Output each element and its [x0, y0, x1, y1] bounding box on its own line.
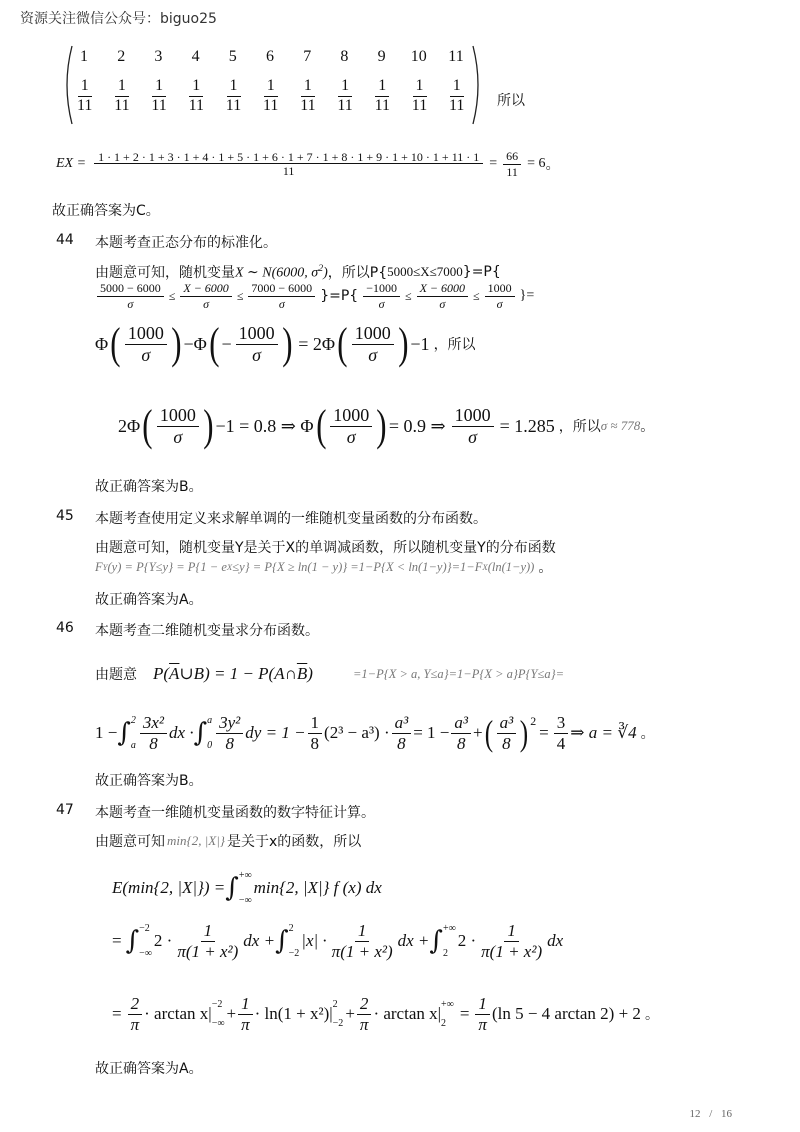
- ex-end: 。: [545, 157, 560, 174]
- q46-frac5: [451, 714, 471, 753]
- q44-le2: ≤: [236, 288, 244, 303]
- q47-ev3: [441, 999, 454, 1029]
- page-total: 16: [721, 1108, 732, 1120]
- phi-m1: −1: [410, 333, 430, 354]
- matrix-probability: [109, 78, 133, 115]
- ex-formula: [56, 150, 560, 178]
- matrix-probability: [258, 78, 282, 115]
- q46-pow: (2³ − a³) ·: [324, 723, 390, 743]
- ex-lhs: EX =: [56, 156, 87, 172]
- prob-num: 1: [413, 78, 427, 97]
- ex-fraction: [94, 151, 483, 178]
- solve-frac-3-den: σ: [468, 426, 478, 447]
- solve-frac-2-num: 1000: [330, 406, 372, 427]
- q47-e2-f1n: 1: [201, 922, 216, 942]
- paren-open-3: (: [337, 319, 348, 368]
- q47-e1lo: −∞: [238, 895, 252, 906]
- q46-abar: $\overline{A}$: [169, 664, 180, 683]
- q46-f4d: 8: [397, 733, 406, 753]
- q46-f2n: 3y²: [216, 714, 243, 734]
- q47-e3a: =: [112, 1004, 122, 1024]
- q46-line2: [95, 714, 655, 753]
- q47-e3-frac4: [475, 995, 490, 1034]
- q46-prob: [153, 664, 313, 684]
- matrix-value: 10: [410, 48, 427, 65]
- ex-66-fraction: [503, 150, 521, 178]
- q46-f3d: 8: [310, 733, 320, 753]
- solve-2phi: 2Φ: [118, 415, 141, 436]
- q46-lead2: 1 −: [95, 723, 118, 743]
- solve-frac-2: [330, 406, 372, 447]
- q44-f2d: σ: [203, 296, 210, 311]
- q45-line1: 由题意可知，随机变量Y是关于X的单调减函数，所以随机变量Y的分布函数: [95, 540, 556, 556]
- q47-e2-frac3: [478, 922, 545, 961]
- q44-f5d: σ: [439, 296, 446, 311]
- q44-f6d: σ: [496, 296, 503, 311]
- ex-numerator: 1 · 1 + 2 · 1 + 3 · 1 + 4 · 1 + 5 · 1 + 6 · 1 + 7 · 1 + 8 · 1 + 9 · 1 + 10 · 1 + 11 · 1: [94, 151, 483, 165]
- phi-frac-1-den: σ: [141, 344, 151, 365]
- q47-e2-frac1: [174, 922, 241, 961]
- solve-r3: = 1.285: [499, 415, 555, 436]
- q47-eq3: [112, 995, 659, 1034]
- q44-f3n: 7000 − 6000: [248, 282, 315, 297]
- q46-lead: 由题意: [95, 667, 137, 683]
- matrix-probability: [370, 78, 394, 115]
- paren-open-1: (: [110, 319, 121, 368]
- q47-dot: 。: [644, 1007, 659, 1024]
- prob-den: 11: [449, 96, 465, 114]
- q46-f1n: 3x²: [140, 714, 167, 734]
- prob-num: 1: [189, 78, 203, 97]
- q47-e1a: E(min{2, |X|}) =: [112, 878, 226, 897]
- q44-f2n: X − 6000: [180, 282, 231, 297]
- paren-close-2: ): [281, 319, 293, 368]
- q47-e3-f4d: π: [478, 1014, 487, 1034]
- q47-e2hi2: 2: [288, 923, 294, 935]
- prob-den: 11: [300, 96, 316, 114]
- q47-e2-f1d: π(1 + x²): [177, 941, 239, 961]
- prob-den: 11: [374, 96, 390, 114]
- q46-cup: ∪B) = 1 − P(A∩: [179, 664, 297, 683]
- q47-e1-int: ∫: [225, 873, 239, 903]
- q47-ev3lo: 2: [441, 1018, 447, 1030]
- q46-int2-hi: a: [207, 715, 213, 727]
- q46-p1: P(: [153, 664, 170, 683]
- q45-tail-sub: X: [482, 562, 488, 572]
- q47-e2lo2: −2: [288, 948, 300, 960]
- phi-frac-1-num: 1000: [125, 324, 167, 345]
- answer-b-44: 故正确答案为B。: [95, 479, 203, 495]
- q46-int1-limits: [131, 715, 136, 751]
- matrix-value: 9: [377, 48, 386, 65]
- q47-final: (ln 5 − 4 arctan 2) + 2: [491, 1004, 641, 1024]
- matrix-value: 3: [154, 48, 163, 65]
- prob-num: 1: [338, 78, 352, 97]
- matrix-probability: [221, 78, 245, 115]
- q46-int1: ∫: [117, 718, 131, 749]
- q46-frac2: [216, 714, 243, 753]
- q47-e2-frac2: [329, 922, 396, 961]
- q47-e2-lim3: [443, 923, 456, 959]
- q47-e3-frac3: [357, 995, 372, 1034]
- q47-ev1: [212, 999, 225, 1029]
- ex-result: = 6: [527, 156, 546, 172]
- ex-66-den: 11: [506, 164, 518, 179]
- solve-frac-1: [157, 406, 199, 447]
- q46-int2-lo: 0: [207, 740, 213, 752]
- q44-f5n: X − 6000: [417, 282, 468, 297]
- q47-e2hi3: +∞: [442, 923, 456, 935]
- q47-e2-int3: ∫: [429, 926, 443, 957]
- solve-frac-1-num: 1000: [157, 406, 199, 427]
- q47-ev3hi: +∞: [441, 999, 454, 1011]
- q45-number: 45: [56, 508, 74, 524]
- solve-suo: ，所以: [558, 419, 601, 435]
- prob-num: 1: [115, 78, 129, 97]
- q44-title: 本题考查正态分布的标准化。: [95, 235, 277, 251]
- q46-frac7: [554, 714, 569, 753]
- q47-absx: |x| ·: [301, 931, 327, 951]
- prob-den: 11: [188, 96, 204, 114]
- q46-close: ): [307, 664, 313, 683]
- phi-frac-3: [352, 324, 394, 365]
- q47-number: 47: [56, 802, 74, 818]
- q46-frac6: [497, 714, 517, 753]
- q46-int2: ∫: [193, 718, 208, 749]
- q46-sq: 2: [530, 713, 537, 728]
- phi-frac-2-den: σ: [252, 344, 262, 365]
- q46-f4n: a³: [392, 714, 412, 734]
- q47-e1hi: +∞: [238, 870, 252, 881]
- q44-frac4: [363, 282, 400, 310]
- q44-frac5: [417, 282, 468, 310]
- q47-ev2hi: 2: [332, 999, 338, 1011]
- q44-l1a: 由题意可知，随机变量: [95, 265, 235, 281]
- prob-den: 11: [225, 96, 242, 114]
- q44-dist: [235, 263, 328, 282]
- q47-eq1: [112, 870, 382, 906]
- q47-eq2: [112, 922, 563, 961]
- q44-l1e: ，所以P{: [327, 265, 388, 281]
- q44-line2: [95, 282, 534, 310]
- q47-e2-f2d: π(1 + x²): [331, 941, 393, 961]
- matrix-value: 1: [80, 48, 88, 65]
- q47-e2-f2n: 1: [355, 922, 370, 942]
- q45-dot: 。: [538, 560, 553, 576]
- page-indicator: [689, 1108, 732, 1120]
- q47-e2b2: 2 ·: [457, 931, 477, 951]
- q46-int1-lo: a: [130, 740, 136, 752]
- q44-number: 44: [56, 232, 74, 248]
- q47-e2-dx1: dx +: [243, 931, 276, 951]
- solve-r2: = 0.9 ⇒: [388, 415, 446, 436]
- q45-rest2: ≤y} = P{X ≥ ln(1 − y)}: [232, 559, 348, 574]
- q45-rest: (y) = P{Y≤y} = P{1 − e: [107, 559, 227, 574]
- q47-e1-limits: [239, 870, 252, 906]
- q47-e2-lim1: [139, 923, 152, 959]
- q44-phi-line: [95, 319, 476, 368]
- q46-title: 本题考查二维随机变量求分布函数。: [95, 623, 319, 639]
- q46-m2: = 1 −: [413, 723, 450, 743]
- prob-num: 1: [264, 78, 278, 97]
- matrix-probability: [72, 78, 96, 115]
- q46-f3n: 1: [308, 714, 323, 734]
- q47-e3-frac1: [128, 995, 143, 1034]
- paren-close-5: ): [376, 401, 387, 450]
- phi-minus: −: [183, 333, 194, 354]
- q46-frac4: [392, 714, 412, 753]
- phi-frac-2: [236, 324, 278, 365]
- q45-exp: X: [226, 562, 233, 572]
- q44-dist-close: ): [323, 265, 328, 281]
- header-watermark: 资源关注微信公众号：biguo25: [20, 11, 217, 27]
- q47-e2-f3n: 1: [504, 922, 519, 942]
- q47-e2lo3: 2: [442, 948, 448, 960]
- q47-ev1hi: −2: [211, 999, 223, 1011]
- q46-dy: dy = 1 −: [245, 723, 306, 743]
- paren-open-2: (: [209, 319, 220, 368]
- q47-e3-f3n: 2: [357, 995, 372, 1015]
- q45-formula: [95, 557, 552, 577]
- q47-e3-f2d: π: [241, 1014, 250, 1034]
- answer-c: 故正确答案为C。: [52, 203, 160, 219]
- prob-den: 11: [77, 96, 93, 114]
- q46-impl: ⇒ a = ∛4: [570, 723, 637, 743]
- phi-2: Φ: [193, 333, 207, 354]
- q44-f4d: σ: [378, 296, 385, 311]
- matrix-probability: [407, 78, 431, 115]
- solve-frac-3: [452, 406, 494, 447]
- q46-f2d: 8: [225, 733, 234, 753]
- q44-f1d: σ: [127, 296, 134, 311]
- q46-plus: +: [473, 723, 483, 743]
- q46-f1d: 8: [149, 733, 158, 753]
- q46-eq3: =: [539, 723, 549, 743]
- prob-num: 1: [152, 78, 166, 97]
- q44-frac2: [180, 282, 231, 310]
- q46-frac1: [140, 714, 167, 753]
- distribution-matrix: [60, 40, 490, 130]
- q44-solve-line: [118, 401, 655, 450]
- q44-mid: }=P{: [320, 288, 359, 305]
- q47-l1a: 由题意可知: [95, 834, 165, 850]
- prob-num: 1: [375, 78, 389, 97]
- q47-e3-f3d: π: [359, 1014, 369, 1034]
- q47-e2-int1: ∫: [125, 926, 140, 957]
- prob-den: 11: [114, 96, 130, 114]
- q47-eq: =: [459, 1004, 470, 1024]
- q47-l1c: 是关于x的函数，所以: [227, 834, 362, 850]
- q45-tail2: (ln(1−y)): [487, 559, 535, 574]
- paren-close-3: ): [397, 319, 409, 368]
- phi-1: Φ: [95, 333, 109, 354]
- q46-int2-limits: [207, 715, 212, 751]
- q46-bbar: $\overline{B}$: [296, 664, 308, 683]
- q44-line1: [95, 262, 501, 282]
- q47-arctan2: · arctan x|: [373, 1004, 442, 1024]
- q44-frac6: [485, 282, 515, 310]
- q47-e2-lim2: [289, 923, 300, 959]
- prob-num: 1: [301, 78, 315, 97]
- paren-close-4: ): [203, 401, 214, 450]
- q46-f6d: 8: [502, 733, 511, 753]
- matrix-value: 8: [340, 48, 349, 65]
- q47-e2-dx2: dx +: [397, 931, 430, 951]
- ex-66-num: 66: [503, 150, 521, 165]
- answer-b-46: 故正确答案为B。: [95, 773, 203, 789]
- prob-den: 11: [151, 96, 167, 114]
- q47-e2hi1: −2: [139, 923, 150, 935]
- q45-F: F: [95, 559, 103, 574]
- solve-frac-1-den: σ: [173, 426, 183, 447]
- q44-event: 5000≤X≤7000: [387, 264, 463, 279]
- q44-le3: ≤: [404, 288, 412, 303]
- prob-num: 1: [450, 78, 464, 97]
- q44-end1: }=: [519, 288, 535, 304]
- matrix-value: 11: [448, 48, 464, 65]
- solve-frac-3-num: 1000: [452, 406, 494, 427]
- q47-ev2lo: −2: [332, 1018, 344, 1030]
- matrix-probability: [332, 78, 356, 115]
- matrix-value: 2: [117, 48, 126, 65]
- phi-frac-3-num: 1000: [352, 324, 394, 345]
- matrix-value: 5: [228, 48, 237, 65]
- q47-e3-frac2: [238, 995, 253, 1034]
- paren-open-5: (: [315, 401, 326, 450]
- q47-e2b: 2 ·: [153, 931, 173, 951]
- solve-frac-2-den: σ: [346, 426, 356, 447]
- q47-e1b: min{2, |X|} f (x) dx: [253, 878, 382, 897]
- phi-frac-1: [125, 324, 167, 365]
- matrix-probability: [295, 78, 319, 115]
- q44-le4: ≤: [473, 288, 480, 303]
- q47-e2-int2: ∫: [275, 926, 289, 957]
- answer-a-45: 故正确答案为A。: [95, 592, 203, 608]
- q46-f7d: 4: [556, 733, 566, 753]
- phi-frac-3-den: σ: [368, 344, 378, 365]
- answer-a-47: 故正确答案为A。: [95, 1061, 203, 1077]
- phi-neg: −: [221, 333, 232, 354]
- q46-line1: [95, 664, 564, 684]
- q46-f5d: 8: [456, 733, 466, 753]
- q47-line1: [95, 831, 361, 851]
- q47-min: min{2, |X|}: [167, 833, 225, 848]
- q46-rhs: =1−P{X > a, Y≤a}=1−P{X > a}P{Y≤a}=: [352, 666, 565, 681]
- matrix-probability: [146, 78, 170, 115]
- q47-e3-f1n: 2: [128, 995, 143, 1015]
- q45-F-sub: Y: [102, 562, 108, 572]
- prob-den: 11: [263, 96, 279, 114]
- q46-f5n: a³: [451, 714, 471, 734]
- prob-den: 11: [337, 96, 353, 114]
- q47-e3-f1d: π: [130, 1014, 140, 1034]
- q46-number: 46: [56, 620, 74, 636]
- q44-dist-main: X ∼ N(6000, σ: [235, 265, 319, 281]
- phi-eq2phi: = 2Φ: [298, 333, 336, 354]
- q47-e2-dx3: dx: [547, 931, 564, 951]
- q46-frac3: [308, 714, 323, 753]
- matrix-probability: [184, 78, 208, 115]
- q47-plus2: +: [345, 1004, 355, 1024]
- page-current: 12: [689, 1108, 701, 1120]
- q46-f7n: 3: [554, 714, 569, 734]
- q44-f6n: 1000: [485, 282, 515, 297]
- q44-dist-sup: 2: [318, 262, 324, 274]
- q47-ev1lo: −∞: [211, 1018, 225, 1030]
- q44-l1g: }=P{: [462, 264, 501, 280]
- prob-den: 11: [411, 96, 428, 114]
- matrix-value: 6: [266, 48, 274, 65]
- q46-f6n: a³: [497, 714, 517, 734]
- solve-dot: 。: [640, 419, 655, 435]
- q47-plus1: +: [226, 1004, 237, 1024]
- q44-f4n: −1000: [363, 282, 400, 297]
- prob-num: 1: [78, 78, 92, 97]
- prob-num: 1: [227, 78, 241, 97]
- q47-ev2: [333, 999, 344, 1029]
- q47-title: 本题考查一维随机变量函数的数字特征计算。: [95, 805, 375, 821]
- matrix-value: 7: [303, 48, 312, 65]
- q47-e2a: =: [112, 931, 122, 951]
- q45-title: 本题考查使用定义来求解单调的一维随机变量函数的分布函数。: [95, 511, 487, 527]
- page-sep: /: [709, 1108, 713, 1120]
- paren-close-1: ): [171, 319, 182, 368]
- q46-dx: dx ·: [169, 723, 194, 743]
- q44-le1: ≤: [168, 288, 176, 303]
- ex-eq: =: [489, 156, 498, 172]
- phi-frac-2-num: 1000: [236, 324, 278, 345]
- q44-f1n: 5000 − 6000: [97, 282, 164, 297]
- q45-tail: =1−P{X < ln(1−y)}=1−F: [350, 559, 483, 574]
- paren-open-4: (: [142, 401, 153, 450]
- q44-frac3: [248, 282, 315, 310]
- paren-close-6: ): [520, 713, 529, 754]
- ex-denominator: 11: [282, 164, 295, 179]
- solve-approx: σ ≈ 778: [600, 418, 641, 433]
- solve-r1: −1 = 0.8 ⇒ Φ: [215, 415, 314, 436]
- q46-int1-hi: 2: [130, 715, 136, 727]
- q47-e3-f2n: 1: [238, 995, 253, 1015]
- q46-dot: 。: [640, 726, 655, 743]
- q44-frac1: [97, 282, 164, 310]
- q47-ln: · ln(1 + x²)|: [254, 1004, 333, 1024]
- matrix-value: 4: [191, 48, 200, 65]
- q47-e2-f3d: π(1 + x²): [481, 941, 543, 961]
- q47-e2lo1: −∞: [139, 948, 152, 960]
- q47-arctan1: · arctan x|: [144, 1004, 212, 1024]
- matrix-probability: [444, 78, 468, 115]
- matrix-suffix: 所以: [497, 93, 525, 109]
- q44-f3d: σ: [278, 296, 285, 311]
- phi-suo: ，所以: [433, 337, 476, 353]
- paren-open-6: (: [484, 713, 493, 754]
- q47-e3-f4n: 1: [475, 995, 490, 1015]
